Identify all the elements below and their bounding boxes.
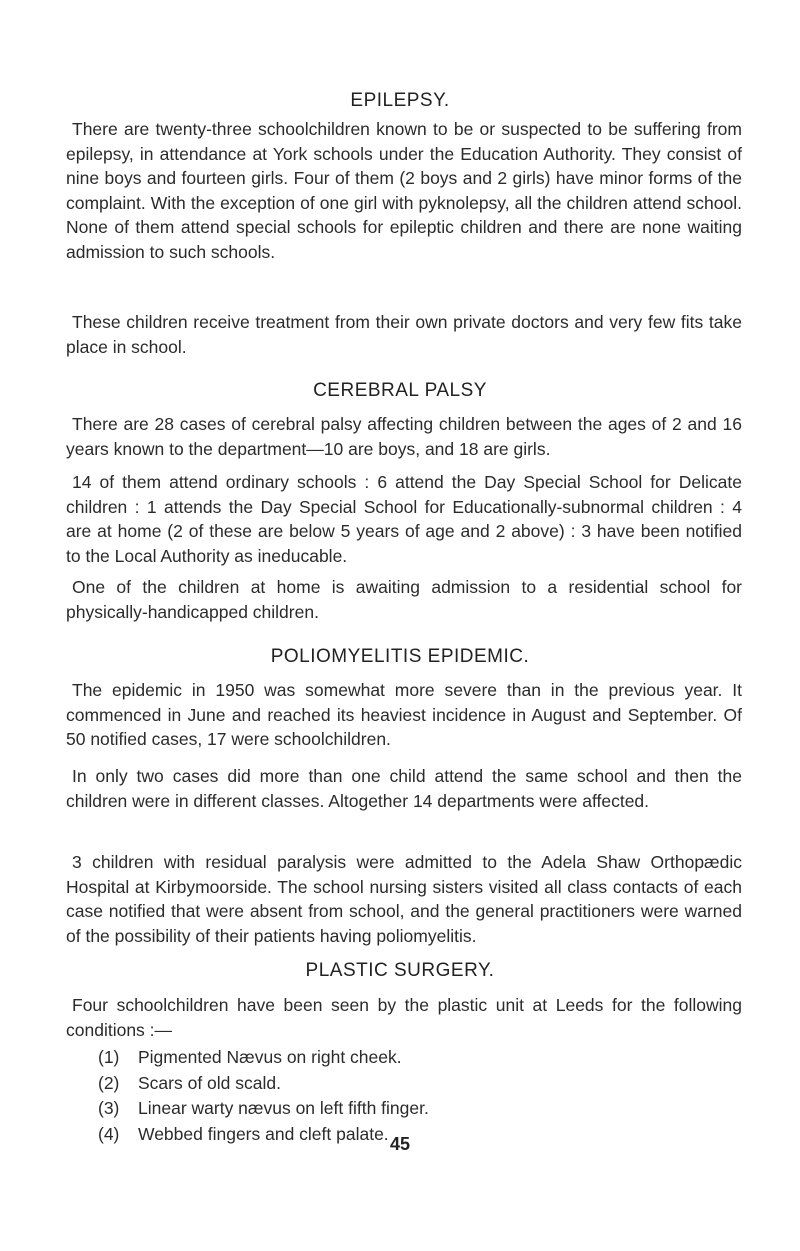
list-item-text: Linear warty nævus on left fifth finger. — [138, 1098, 429, 1118]
plastic-surgery-paragraph-1: Four schoolchildren have been seen by the plastic unit at Leeds for the following conditions :— — [66, 995, 742, 1040]
poliomyelitis-paragraph-3: 3 children with residual paralysis were admitted to the Adela Shaw Orthopædic Hospital at Kirbymoorside. The school nursing sisters visited all class contacts of each case notified that were absent from school, and the general practitioners were warned of the possibility of their patients having poliomyelitis. — [66, 852, 742, 946]
list-item-text: Pigmented Nævus on right cheek. — [138, 1047, 402, 1067]
heading-plastic-surgery: PLASTIC SURGERY. — [305, 960, 495, 981]
heading-poliomyelitis: POLIOMYELITIS EPIDEMIC. — [270, 646, 530, 667]
list-item-number: (1) — [98, 1047, 120, 1067]
poliomyelitis-paragraph-1: The epidemic in 1950 was somewhat more severe than in the previous year. It commenced in June and reached its heaviest incidence in August and September. Of 50 notified cases, 17 were schoolchildren. — [66, 680, 742, 749]
list-item-text: Scars of old scald. — [138, 1072, 281, 1093]
page-number: 45 — [389, 1134, 411, 1154]
list-item — [98, 1071, 429, 1097]
list-item-number: (3) — [98, 1098, 120, 1118]
heading-epilepsy: EPILEPSY. — [350, 90, 450, 111]
epilepsy-paragraph-1: There are twenty-three schoolchildren known to be or suspected to be suffering from epilepsy, in attendance at York schools under the Education Authority. They consist of nine boys and fourteen girls. Four of them (2 boys and 2 girls) have minor forms of the complaint. With the exception of one girl with pyknolepsy, all the children attend school. None of them attend special schools for epileptic children and there are none waiting admission to such schools. — [66, 119, 742, 262]
epilepsy-paragraph-2: These children receive treatment from their own private doctors and very few fits take place in school. — [66, 312, 742, 357]
list-item-text: Webbed fingers and cleft palate. — [138, 1123, 389, 1144]
list-item — [98, 1096, 429, 1122]
conditions-list — [98, 1045, 429, 1147]
list-item-number: (2) — [98, 1072, 120, 1093]
heading-cerebral-palsy: CEREBRAL PALSY — [313, 380, 487, 401]
list-item-number: (4) — [98, 1123, 120, 1144]
poliomyelitis-paragraph-2: In only two cases did more than one child attend the same school and then the children were in different classes. Altogether 14 departments were affected. — [66, 766, 742, 811]
list-item — [98, 1045, 429, 1071]
cerebral-palsy-paragraph-1: There are 28 cases of cerebral palsy affecting children between the ages of 2 and 16 years known to the department—10 are boys, and 18 are girls. — [66, 414, 742, 459]
cerebral-palsy-paragraph-2: 14 of them attend ordinary schools : 6 attend the Day Special School for Delicate children : 1 attends the Day Special School for Educationally-subnormal children : 4 are at home (2 of these are below 5 years of age and 2 above) : 3 have been notified to the Local Authority as ineducable. — [66, 472, 742, 566]
cerebral-palsy-paragraph-3: One of the children at home is awaiting admission to a residential school for physically-handicapped children. — [66, 577, 742, 622]
